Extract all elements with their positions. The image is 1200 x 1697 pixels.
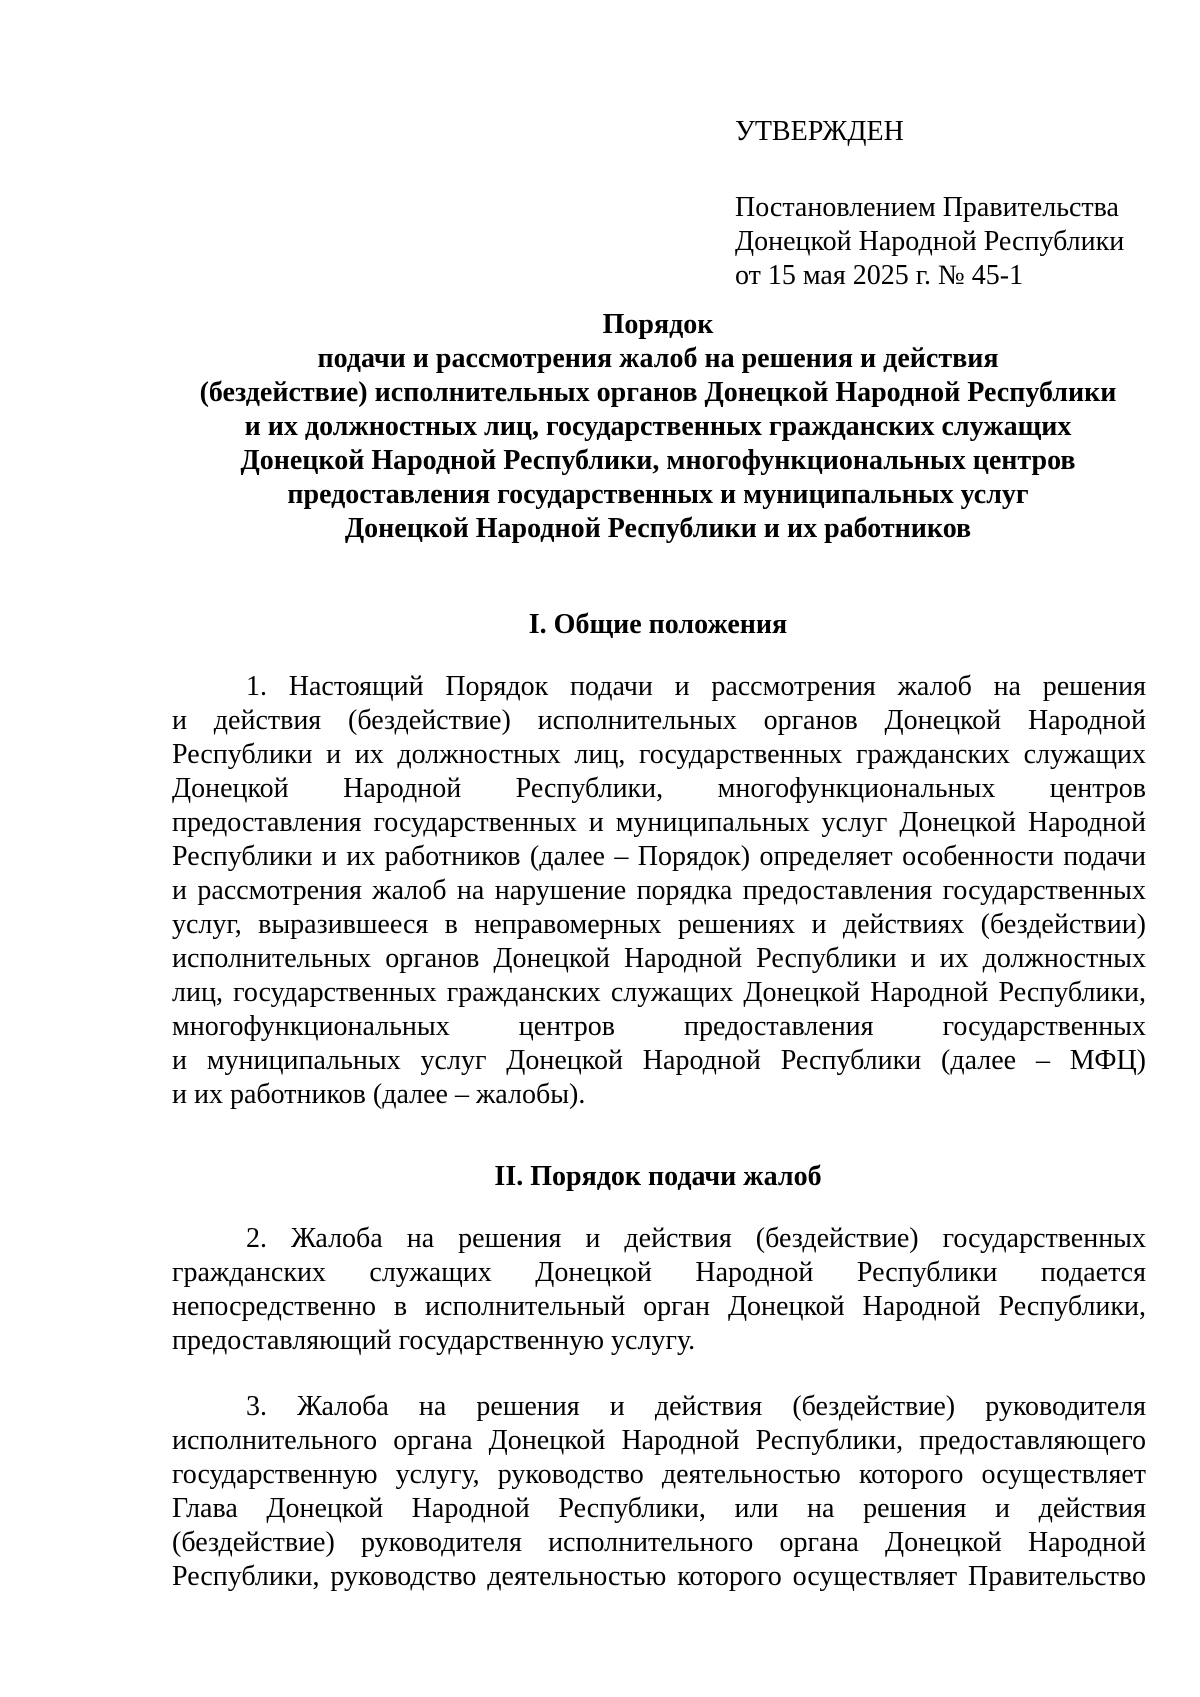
paragraph-line: Глава Донецкой Народной Республики, или на решения и действия [172,1493,1146,1524]
approval-stamp: УТВЕРЖДЕН [735,116,904,147]
paragraph-line: Донецкой Народной Республики, многофункциональных центров [172,773,1146,804]
paragraph-line: Республики и их работников (далее – Порядок) определяет особенности подачи [172,841,1146,872]
section-heading-general: I. Общие положения [528,609,788,640]
paragraph-line: государственную услугу, руководство деятельностью которого осуществляет [172,1459,1146,1490]
paragraph-line: гражданских служащих Донецкой Народной Республики подается [172,1257,1146,1288]
paragraph-line: 2. Жалоба на решения и действия (бездействие) государственных [246,1223,1146,1254]
paragraph-line: предоставляющий государственную услугу. [172,1325,696,1356]
title-line: Донецкой Народной Республики и их работников [344,513,972,544]
paragraph-3 [172,1390,1146,1594]
title-line: подачи и рассмотрения жалоб на решения и действия [317,343,999,374]
document-title [170,308,1146,546]
title-line: предоставления государственных и муниципальных услуг [287,479,1029,510]
title-line: Донецкой Народной Республики, многофункциональных центров [240,445,1076,476]
approval-decree [735,191,1175,293]
title-line: (бездействие) исполнительных органов Донецкой Народной Республики [199,377,1117,408]
paragraph-line: и муниципальных услуг Донецкой Народной Республики (далее – МФЦ) [172,1045,1146,1076]
paragraph-line: и действия (бездействие) исполнительных органов Донецкой Народной [172,705,1146,736]
paragraph-line: многофункциональных центров предоставления государственных [172,1011,1146,1042]
paragraph-line: предоставления государственных и муниципальных услуг Донецкой Народной [172,807,1146,838]
paragraph-line: Республики, руководство деятельностью которого осуществляет Правительство [172,1561,1146,1592]
paragraph-2 [172,1222,1146,1358]
decree-line: Постановлением Правительства [735,192,1119,223]
title-line: Порядок [602,309,714,340]
paragraph-line: и их работников (далее – жалобы). [172,1079,586,1110]
decree-line: от 15 мая 2025 г. № 45-1 [735,260,1024,291]
paragraph-line: исполнительного органа Донецкой Народной Республики, предоставляющего [172,1425,1146,1456]
paragraph-line: услуг, выразившееся в неправомерных решениях и действиях (бездействии) [172,909,1146,940]
paragraph-line: исполнительных органов Донецкой Народной Республики и их должностных [172,943,1146,974]
paragraph-line: и рассмотрения жалоб на нарушение порядка предоставления государственных [172,875,1146,906]
section-heading-filing: II. Порядок подачи жалоб [494,1161,822,1192]
paragraph-line: (бездействие) руководителя исполнительного органа Донецкой Народной [172,1527,1146,1558]
paragraph-line: Республики и их должностных лиц, государственных гражданских служащих [172,739,1146,770]
paragraph-line: лиц, государственных гражданских служащих Донецкой Народной Республики, [172,977,1146,1008]
paragraph-line: непосредственно в исполнительный орган Донецкой Народной Республики, [172,1291,1146,1322]
title-line: и их должностных лиц, государственных гражданских служащих [244,411,1072,442]
decree-line: Донецкой Народной Республики [735,226,1125,257]
approval-block [735,115,1175,293]
paragraph-line: 1. Настоящий Порядок подачи и рассмотрения жалоб на решения [246,671,1146,702]
paragraph-line: 3. Жалоба на решения и действия (бездействие) руководителя [246,1391,1146,1422]
paragraph-1 [172,670,1146,1112]
